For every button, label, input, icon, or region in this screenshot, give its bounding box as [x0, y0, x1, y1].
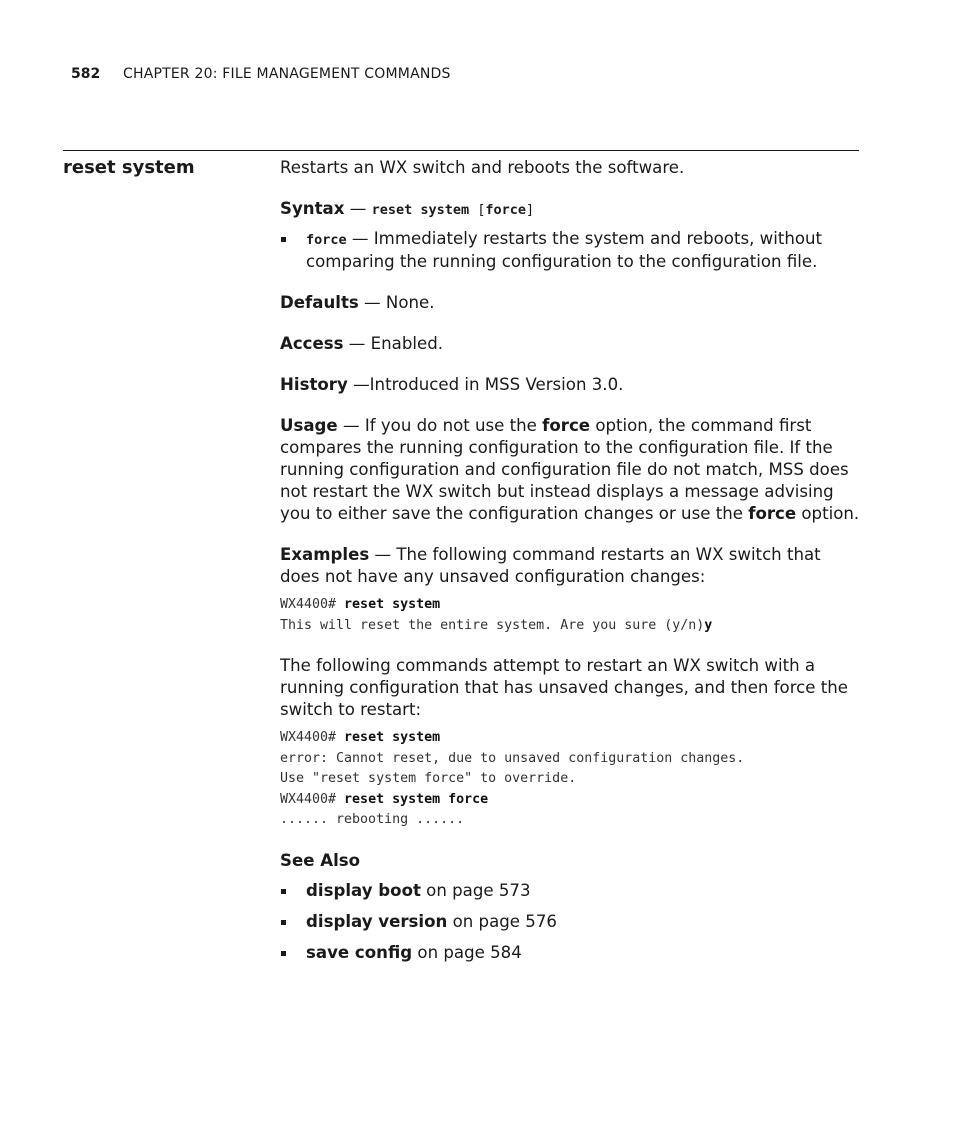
see-also-page-ref: on page 576 — [447, 911, 557, 931]
command-description: Restarts an WX switch and reboots the software. — [280, 158, 685, 177]
cli-answer: y — [704, 617, 713, 633]
cli-prompt: WX4400# — [280, 791, 345, 807]
cli-command: reset system — [344, 730, 441, 745]
syntax-dash: — — [344, 199, 372, 218]
syntax-label: Syntax — [280, 199, 345, 218]
examples-intro-2: The following commands attempt to restart an WX switch with a running configuration that has unsaved changes, and then force the switch to restart: — [280, 656, 848, 719]
option-description: — Immediately restarts the system and reboots, without comparing the running configuration to the configuration file. — [306, 229, 823, 271]
syntax-open-bracket: [ — [469, 202, 486, 218]
access-line — [280, 333, 860, 355]
command-body — [280, 157, 860, 973]
syntax-option: force — [485, 202, 527, 218]
bullet-icon — [281, 951, 286, 956]
see-also-page-ref: on page 584 — [412, 942, 522, 962]
option-name: force — [306, 232, 347, 248]
bullet-icon — [281, 920, 286, 925]
usage-text-3: option. — [796, 504, 860, 523]
examples-paragraph — [280, 544, 860, 588]
see-also-link[interactable]: display version — [306, 911, 448, 931]
examples-label: Examples — [280, 545, 370, 564]
code-example-2 — [280, 728, 860, 831]
examples-intro: — The following command restarts an WX switch that does not have any unsaved configuration changes: — [280, 545, 821, 586]
page-number: 582 — [71, 66, 101, 82]
code-example-1 — [280, 595, 860, 636]
bullet-icon — [281, 237, 286, 242]
cli-output: error: Cannot reset, due to unsaved configuration changes. — [280, 750, 745, 766]
syntax-close-bracket: ] — [526, 202, 535, 218]
syntax-line — [280, 198, 860, 221]
usage-text-2: option, the command first compares the running configuration to the configuration file. If the running configuration and configuration file do not match, MSS does not restart the WX switch but instead displays a message advising you to either save the configuration changes or use the — [280, 416, 849, 523]
cli-output: Use "reset system force" to override. — [280, 771, 577, 786]
see-also-link[interactable]: save config — [306, 942, 413, 962]
history-text: —Introduced in MSS Version 3.0. — [347, 375, 624, 394]
history-label: History — [280, 375, 348, 394]
command-title: reset system — [63, 157, 195, 178]
see-also-item[interactable] — [280, 880, 860, 902]
defaults-line — [280, 292, 860, 314]
see-also-item[interactable] — [280, 911, 860, 933]
cli-output: ...... rebooting ...... — [280, 812, 465, 827]
syntax-option-item — [280, 228, 860, 273]
history-line — [280, 374, 860, 396]
defaults-text: — None. — [358, 293, 435, 312]
cli-command: reset system — [344, 597, 441, 612]
usage-text-1: — If you do not use the — [337, 416, 543, 435]
usage-label: Usage — [280, 416, 338, 435]
cli-prompt: WX4400# — [280, 730, 345, 745]
see-also-page-ref: on page 573 — [420, 880, 531, 900]
access-text: — Enabled. — [343, 334, 444, 353]
bullet-icon — [281, 889, 286, 894]
syntax-command: reset system — [371, 202, 470, 218]
usage-paragraph — [280, 415, 860, 525]
see-also-item[interactable] — [280, 942, 860, 964]
access-label: Access — [280, 334, 344, 353]
cli-prompt: WX4400# — [280, 597, 345, 612]
chapter-title: CHAPTER 20: FILE MANAGEMENT COMMANDS — [123, 66, 451, 82]
see-also-link[interactable]: display boot — [306, 880, 421, 900]
usage-keyword-2: force — [748, 504, 797, 523]
cli-output: This will reset the entire system. Are you sure (y/n) — [280, 617, 705, 633]
cli-command: reset system force — [344, 791, 489, 807]
see-also-title: See Also — [280, 850, 361, 870]
running-header — [71, 66, 451, 82]
usage-keyword-1: force — [542, 416, 591, 435]
defaults-label: Defaults — [280, 293, 359, 312]
section-rule — [63, 150, 859, 151]
